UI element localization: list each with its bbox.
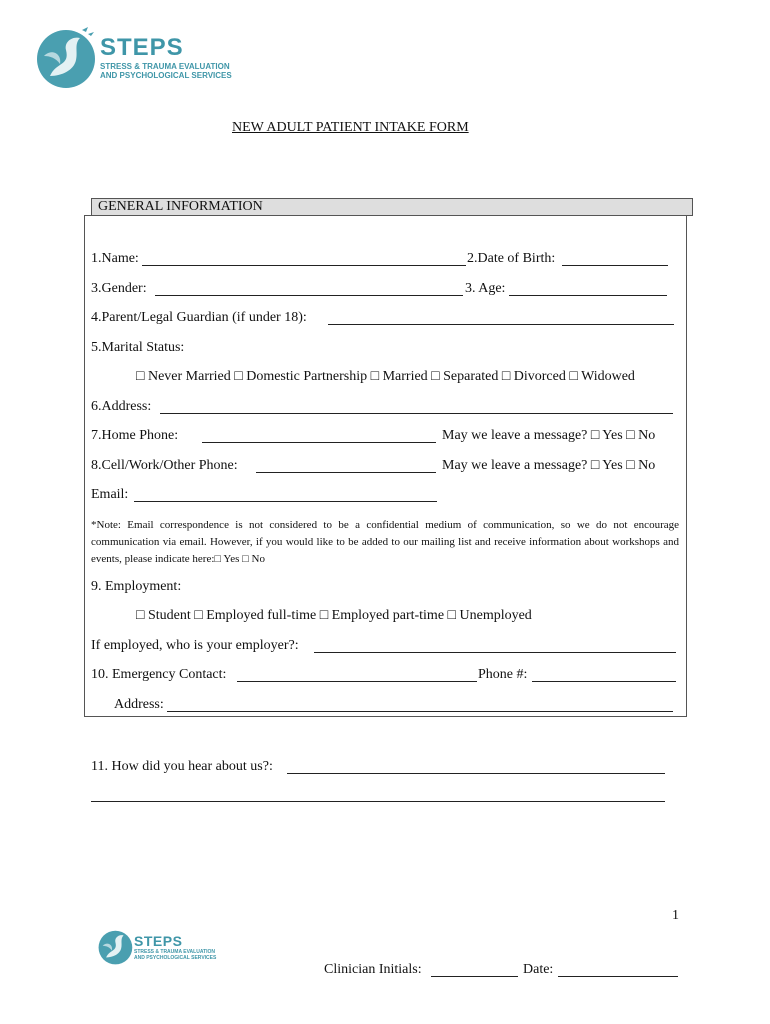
guardian-label: 4.Parent/Legal Guardian (if under 18): [91,310,307,325]
heard-field[interactable] [287,773,665,774]
emergency-field[interactable] [237,681,477,682]
emergency-label: 10. Emergency Contact: [91,667,227,682]
section-heading: GENERAL INFORMATION [98,199,263,214]
page-number: 1 [672,908,679,923]
dob-field[interactable] [562,265,668,266]
date-field[interactable] [558,976,678,977]
gender-field[interactable] [155,295,463,296]
home-phone-message[interactable]: May we leave a message? □ Yes □ No [442,428,656,443]
steps-logo [36,26,266,90]
employment-label: 9. Employment: [91,579,182,594]
email-note: *Note: Email correspondence is not considered to be a confidential medium of communication, so we do not encourage communication via email. However, if you would like to be added to our mailing list and receive information about workshops and events, please indicate here:□ Yes □ No [91,519,679,565]
employer-label: If employed, who is your employer?: [91,638,299,653]
heard-field-line-2[interactable] [91,801,665,802]
footer-logo-mark [98,928,134,966]
address-field[interactable] [160,413,673,414]
footer-logo-tagline-2: AND PSYCHOLOGICAL SERVICES [134,955,217,961]
cell-phone-message[interactable]: May we leave a message? □ Yes □ No [442,458,656,473]
emergency-phone-field[interactable] [532,681,676,682]
employer-field[interactable] [314,652,676,653]
form-title: NEW ADULT PATIENT INTAKE FORM [232,120,469,135]
clinician-initials-label: Clinician Initials: [324,962,422,977]
email-label: Email: [91,487,129,502]
dob-label: 2.Date of Birth: [467,251,556,266]
home-phone-field[interactable] [202,442,436,443]
guardian-field[interactable] [328,324,674,325]
clinician-initials-field[interactable] [431,976,518,977]
emergency-phone-label: Phone #: [478,667,528,682]
footer-logo-tagline-1: STRESS & TRAUMA EVALUATION [134,949,216,955]
home-phone-label: 7.Home Phone: [91,428,179,443]
date-label: Date: [523,962,554,977]
employment-options[interactable]: □ Student □ Employed full-time □ Employed part-time □ Unemployed [136,608,532,623]
name-label: 1.Name: [91,251,139,266]
cell-phone-field[interactable] [256,472,436,473]
section-heading-bar [91,198,693,216]
logo-name: STEPS [100,34,184,61]
marital-options[interactable]: □ Never Married □ Domestic Partnership □ Married □ Separated □ Divorced □ Widowed [136,369,635,384]
email-field[interactable] [134,501,437,502]
heard-label: 11. How did you hear about us?: [91,759,273,774]
marital-label: 5.Marital Status: [91,340,185,355]
emergency-address-field[interactable] [167,711,673,712]
age-label: 3. Age: [465,281,506,296]
cell-phone-label: 8.Cell/Work/Other Phone: [91,458,238,473]
steps-logo-mark [36,26,98,90]
address-label: 6.Address: [91,399,152,414]
logo-tagline-2: AND PSYCHOLOGICAL SERVICES [100,71,232,80]
age-field[interactable] [509,295,667,296]
footer-steps-logo [98,928,228,966]
gender-label: 3.Gender: [91,281,147,296]
emergency-address-label: Address: [114,697,164,712]
name-field[interactable] [142,265,466,266]
logo-tagline-1: STRESS & TRAUMA EVALUATION [100,62,230,71]
footer-logo-name: STEPS [134,933,183,949]
